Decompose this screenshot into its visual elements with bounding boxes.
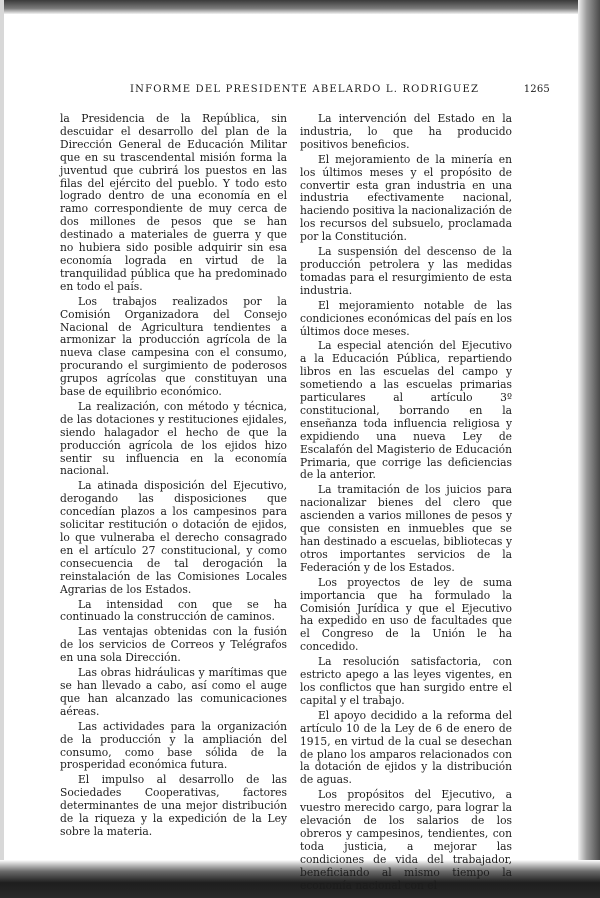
paragraph: La suspensión del descenso de la producción petrolera y las medidas tomadas para el resurgimiento de esta industria. — [300, 245, 512, 297]
paragraph: La realización, con método y técnica, de las dotaciones y restituciones ejidales, siendo halagador el hecho de que la producción agrícola de los ejidos hizo sentir su influencia en la economía nacional. — [60, 399, 287, 478]
scan-top-edge — [0, 0, 600, 14]
paragraph: la Presidencia de la República, sin descuidar el desarrollo del plan de la Dirección General de Educación Militar que en su trascendental misión forma la juventud que cubrirá los puestos en las filas del ejército del pueblo. Y todo esto logrado dentro de una economía en el ramo correspondiente de muy cerca de dos millones de pesos que se han destinado a materiales de guerra y que no hubiera sido posible adquirir sin esa economía lograda en virtud de la tranquilidad pública que ha predominado en todo el país. — [60, 112, 287, 293]
paragraph: El apoyo decidido a la reforma del artículo 10 de la Ley de 6 de enero de 1915, en virtud de la cual se desechan de plano los amparos relacionados con la dotación de ejidos y la distribución de aguas. — [300, 708, 512, 787]
paragraph: La atinada disposición del Ejecutivo, derogando las disposiciones que concedían plazos a los campesinos para solicitar restitución o dotación de ejidos, lo que vulneraba el derecho consagrado en el artículo 27 constitucional, y como consecuencia de tal derogación la reinstalación de las Comisiones Locales Agrarias de los Estados. — [60, 479, 287, 596]
paragraph: La especial atención del Ejecutivo a la Educación Pública, repartiendo libros en las escuelas del campo y sometiendo a las escuelas primarias particulares al artículo 3º constitucional, borrando en la enseñanza toda influencia religiosa y expidiendo una nueva Ley de Escalafón del Magisterio de Educación Primaria, que corrige las deficiencias de la anterior. — [300, 339, 512, 482]
scan-right-edge — [578, 0, 600, 898]
paragraph: Los propósitos del Ejecutivo, a vuestro merecido cargo, para lograr la elevación de los salarios de los obreros y campesinos, tendientes, con toda justicia, a mejorar las condiciones de vida del trabajador, beneficiando al mismo tiempo la economía nacional con el — [300, 788, 512, 892]
paragraph: La intensidad con que se ha continuado la construcción de caminos. — [60, 597, 287, 624]
right-column — [300, 113, 512, 894]
paragraph: La tramitación de los juicios para nacionalizar bienes del clero que ascienden a varios millones de pesos y que consisten en inmuebles que se han destinado a escuelas, bibliotecas y otros importantes servicios de la Federación y de los Estados. — [300, 483, 512, 574]
scan-left-edge — [0, 0, 4, 898]
paragraph: La resolución satisfactoria, con estricto apego a las leyes vigentes, en los conflictos que han surgido entre el capital y el trabajo. — [300, 655, 512, 707]
paragraph: El impulso al desarrollo de las Sociedades Cooperativas, factores determinantes de una mejor distribución de la riqueza y la expedición de la Ley sobre la materia. — [60, 773, 287, 838]
left-column — [60, 113, 287, 841]
page-header — [58, 84, 558, 100]
paragraph: Las actividades para la organización de la producción y la ampliación del consumo, como base sólida de la prosperidad económica futura. — [60, 719, 287, 772]
paragraph: Los proyectos de ley de suma importancia que ha formulado la Comisión Jurídica y que el Ejecutivo ha expedido en uso de facultades que el Congreso de la Unión le ha concedido. — [300, 575, 512, 654]
paragraph: La intervención del Estado en la industria, lo que ha producido positivos beneficios. — [300, 112, 512, 151]
paragraph: Los trabajos realizados por la Comisión Organizadora del Consejo Nacional de Agricultura tendientes a armonizar la producción agrícola de la nueva clase campesina con el consumo, procurando el surgimiento de poderosos grupos agrícolas que constituyan una base de equilibrio económico. — [60, 294, 287, 399]
paragraph: Las ventajas obtenidas con la fusión de los servicios de Correos y Telégrafos en una sola Dirección. — [60, 625, 287, 665]
paragraph: El mejoramiento de la minería en los últimos meses y el propósito de convertir esta gran industria en una industria efectivamente nacional, haciendo positiva la nacionalización de los recursos del subsuelo, proclamada por la Constitución. — [300, 152, 512, 244]
paragraph: El mejoramiento notable de las condiciones económicas del país en los últimos doce meses. — [300, 298, 512, 338]
page-number: 1265 — [523, 84, 550, 95]
paragraph: Las obras hidráulicas y marítimas que se han llevado a cabo, así como el auge que han alcanzado las comunicaciones aéreas. — [60, 666, 287, 718]
running-title: INFORME DEL PRESIDENTE ABELARDO L. RODRIGUEZ — [130, 84, 480, 95]
